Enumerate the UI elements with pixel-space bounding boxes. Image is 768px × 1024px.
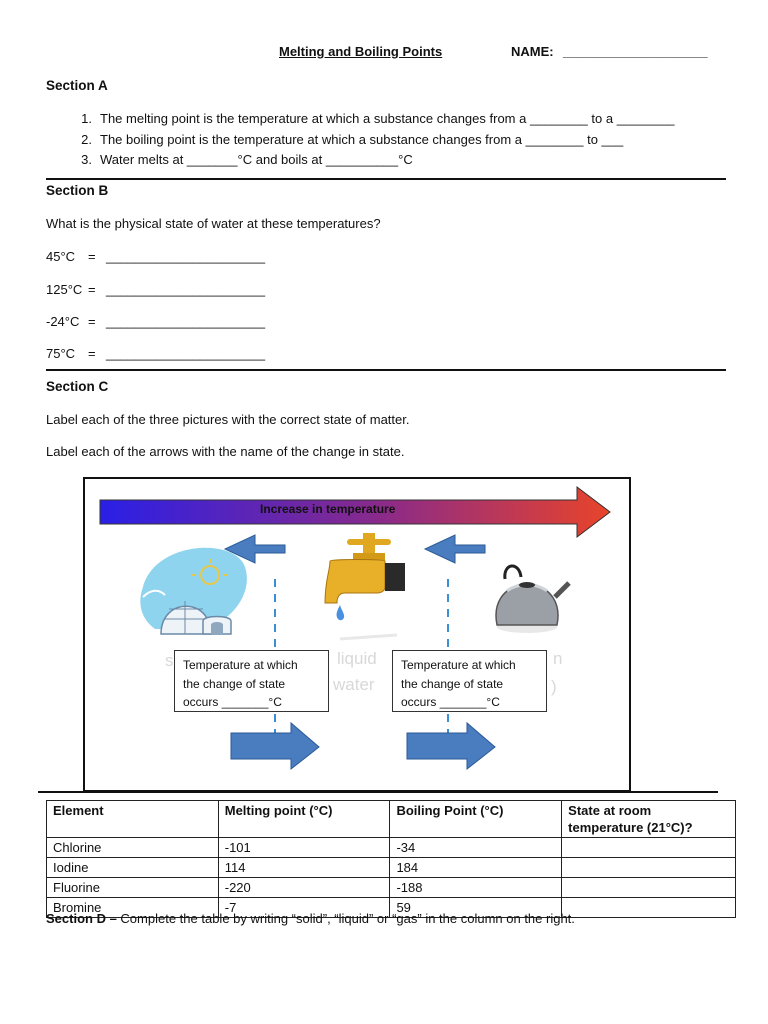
states-of-matter-diagram [83,477,631,792]
right-arrow-2-icon [407,723,495,769]
section-b-heading: Section B [46,183,109,198]
box-temp-blank: _______°C [439,695,500,709]
faded-label-left: s [165,651,174,670]
box-occurs-label: occurs [401,695,437,709]
equals-sign: = [88,346,96,361]
header-boiling-point: Boiling Point (°C) [390,801,562,838]
temp-row-125 [46,282,265,297]
elements-table [46,800,736,918]
question-1 [46,109,746,130]
tap-icon [325,533,405,639]
faded-label-mid-2: water [333,675,375,694]
table-row [47,838,736,858]
cell-melting: 114 [218,858,390,878]
box-text-line-1: Temperature at which [183,658,298,672]
answer-blank: ______________________ [106,282,266,297]
box-text-line-2: the change of state [401,676,504,691]
header-element: Element [47,801,219,838]
kettle-icon [496,566,569,633]
box-text-line-1: Temperature at which [401,658,516,672]
question-number: 1. [81,111,92,126]
cell-element: Fluorine [47,878,219,898]
temp-value: 125°C [46,282,83,297]
temperature-arrow-label: Increase in temperature [260,502,396,516]
cell-melting: -220 [218,878,390,898]
equals-sign: = [88,249,96,264]
header-melting-point: Melting point (°C) [218,801,390,838]
divider-c [38,791,718,793]
temp-row-minus24 [46,314,265,329]
cell-element: Iodine [47,858,219,878]
box-text-line-3 [401,693,538,712]
answer-blank: ______________________ [106,314,266,329]
section-a-heading: Section A [46,78,108,93]
temp-row-45 [46,249,265,264]
change-temp-box-1 [174,650,329,712]
section-a-questions [46,109,746,171]
faded-label-mid-1: liquid [337,649,377,668]
question-text: Water melts at _______°C and boils at __________°C [100,152,413,167]
cell-element: Bromine [47,898,219,918]
section-c-instruction-2: Label each of the arrows with the name of the change in state. [46,444,405,459]
section-d [46,911,575,926]
box-occurs-label: occurs [183,695,219,709]
answer-blank: ______________________ [106,346,266,361]
header-state: State at room temperature (21°C)? [562,801,736,838]
left-arrow-2-icon [425,535,485,563]
question-text: The melting point is the temperature at which a substance changes from a ________ to a ________ [100,111,675,126]
temp-value: -24°C [46,314,80,329]
cell-melting: -7 [218,898,390,918]
divider-a [46,178,726,180]
name-blank: ____________________ [563,44,708,59]
table-row [47,858,736,878]
section-d-text: Complete the table by writing “solid”, “liquid” or “gas” in the column on the right. [120,911,575,926]
igloo-icon [140,548,247,634]
section-c-instruction-1: Label each of the three pictures with the correct state of matter. [46,412,410,427]
section-d-heading: Section D – [46,911,117,926]
faded-label-right-1: n [553,649,563,668]
cell-melting: -101 [218,838,390,858]
name-label: NAME: [511,44,554,59]
temp-value: 45°C [46,249,76,264]
cell-element: Chlorine [47,838,219,858]
cell-boiling: -34 [390,838,562,858]
box-text-line-2: the change of state [183,676,286,691]
page-title: Melting and Boiling Points [279,44,443,59]
change-temp-box-2 [392,650,547,712]
temp-value: 75°C [46,346,76,361]
table-header-row [47,801,736,838]
cell-boiling: 59 [390,898,562,918]
question-3 [46,150,746,171]
box-text-line-3 [183,693,320,712]
equals-sign: = [88,282,96,297]
box-temp-blank: _______°C [221,695,282,709]
section-c-heading: Section C [46,379,109,394]
divider-b [46,369,726,371]
cell-state [562,898,736,918]
section-b-prompt: What is the physical state of water at these temperatures? [46,216,381,231]
cell-boiling: -188 [390,878,562,898]
faded-label-right-2: ) [551,677,557,696]
equals-sign: = [88,314,96,329]
cell-state [562,878,736,898]
question-text: The boiling point is the temperature at which a substance changes from a ________ to ___ [100,131,624,147]
cell-state [562,838,736,858]
answer-blank: ______________________ [106,249,266,264]
question-number: 3. [81,152,92,167]
table-row [47,878,736,898]
cell-state [562,858,736,878]
question-2 [46,130,746,151]
cell-boiling: 184 [390,858,562,878]
question-number: 2. [81,131,92,147]
temp-row-75 [46,346,265,361]
diagram-graphics [85,479,629,790]
